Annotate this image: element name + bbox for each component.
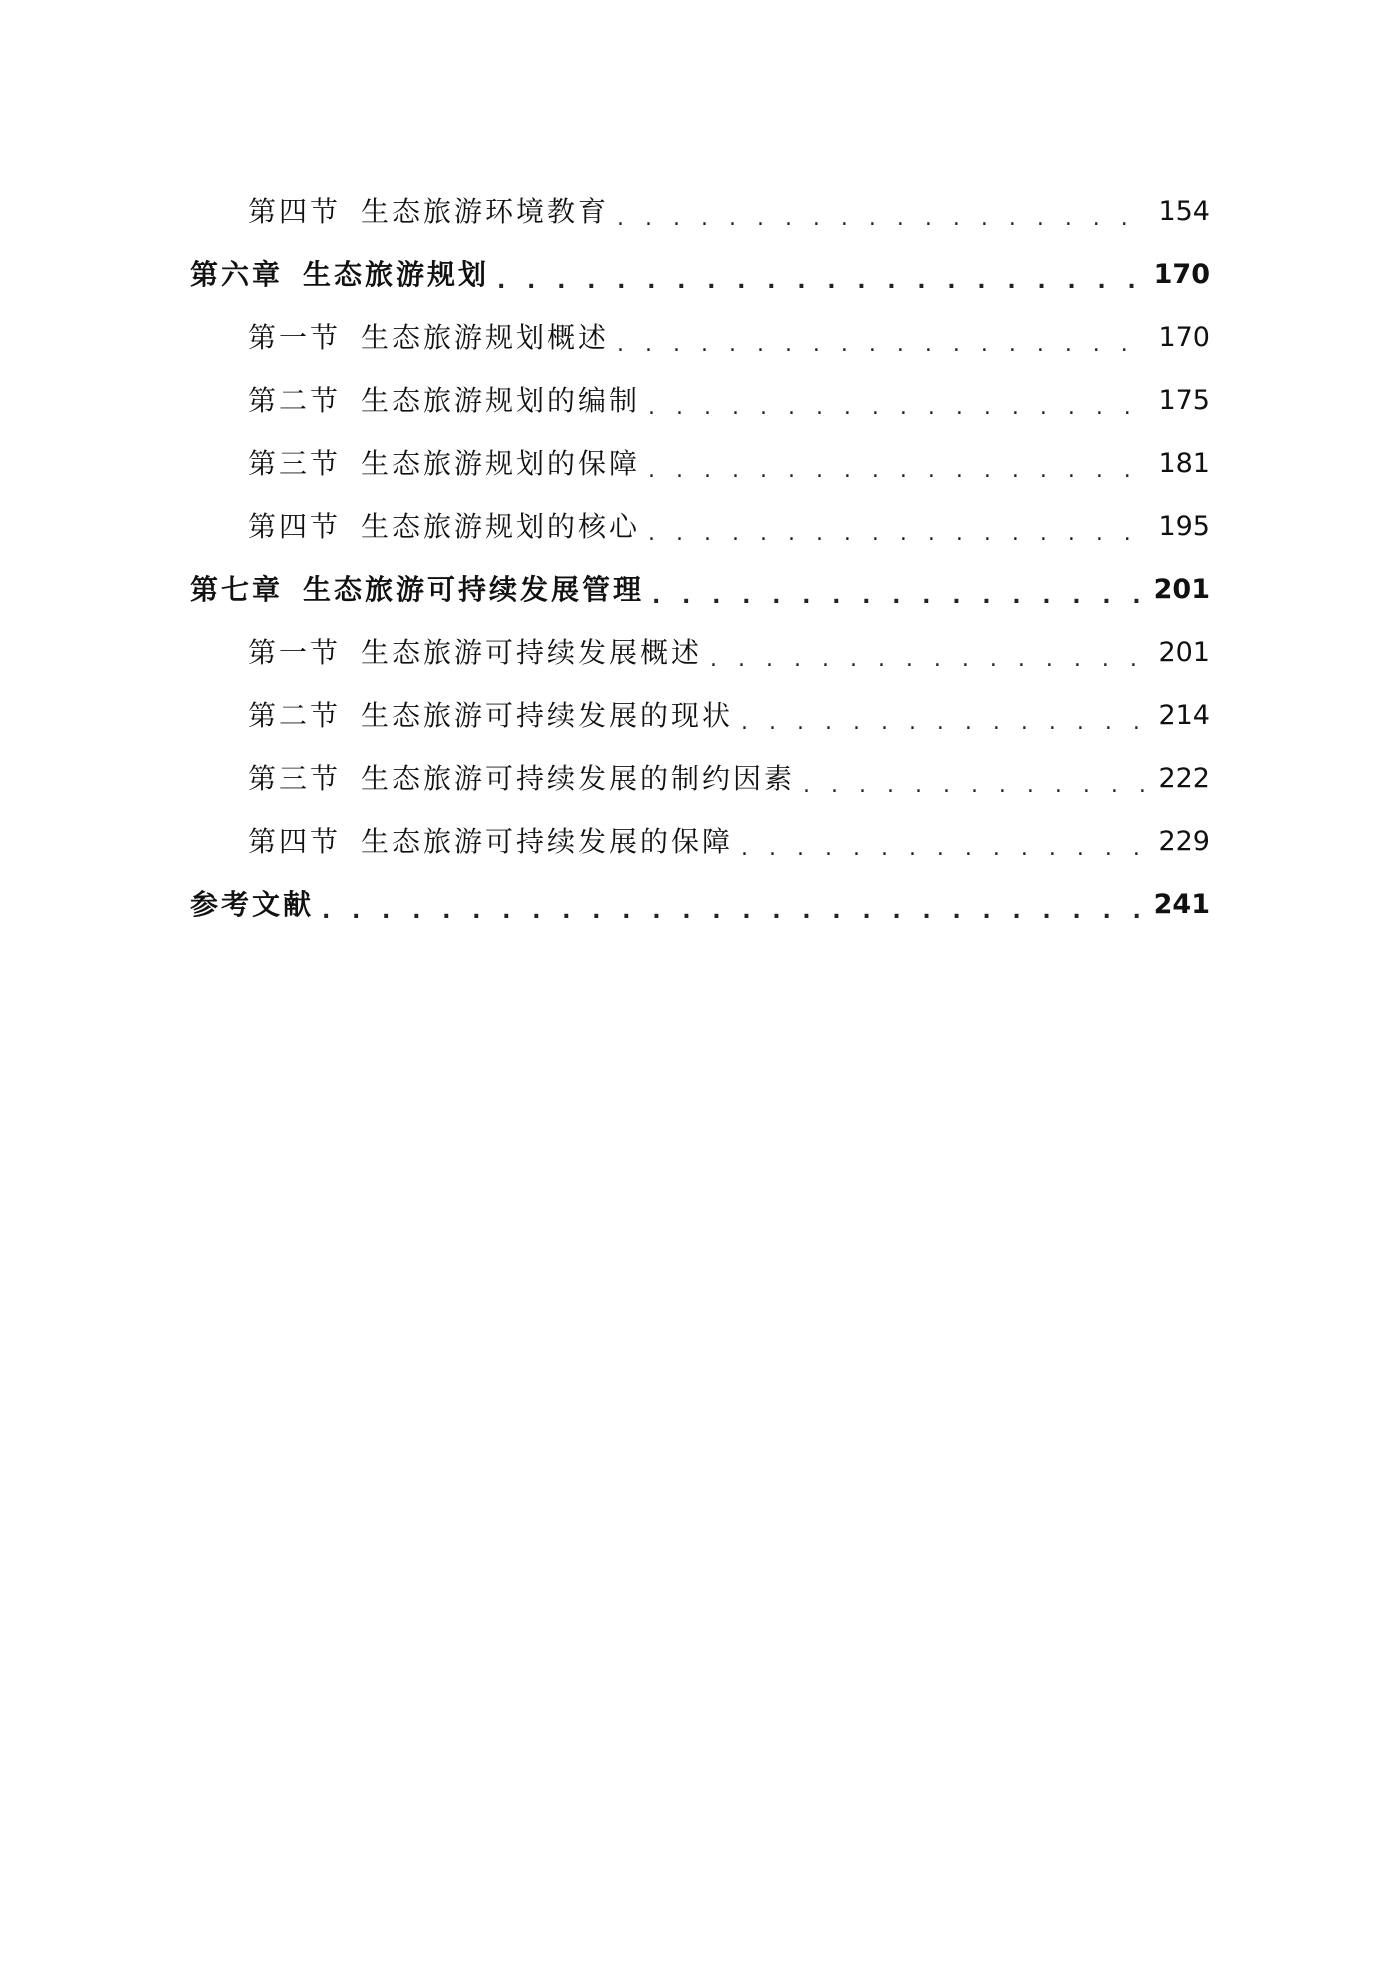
toc-leader-dots [710,636,1150,684]
toc-entry-number: 第七章 [190,573,284,606]
toc-entry-references[interactable] [190,873,1210,936]
toc-entry-chapter[interactable] [190,243,1210,306]
toc-leader-dots [497,258,1146,306]
toc-page-number: 201 [1153,574,1210,605]
toc-leader-dots [741,825,1150,873]
toc-entry-section[interactable] [190,306,1210,369]
toc-leader-dots [617,195,1150,243]
toc-entry-number: 第四节 [248,825,342,858]
toc-entry-title [190,243,489,306]
toc-leader-dots [648,447,1150,495]
toc-entry-number: 第一节 [248,636,342,669]
toc-leader-dots [617,321,1150,369]
toc-entry-text: 生态旅游规划的核心 [361,510,641,543]
toc-entry-text: 生态旅游规划概述 [361,321,610,354]
toc-leader-dots [322,888,1146,936]
toc-entry-text: 生态旅游可持续发展管理 [303,573,645,606]
toc-entry-section[interactable] [190,369,1210,432]
toc-entry-section[interactable] [190,747,1210,810]
toc-page-number: 222 [1158,763,1210,794]
toc-entry-text: 生态旅游规划 [303,258,490,291]
toc-entry-number: 第一节 [248,321,342,354]
toc-entry-section[interactable] [190,684,1210,747]
toc-entry-title [248,684,733,747]
toc-entry-number: 第三节 [248,447,342,480]
toc-entry-section[interactable] [190,621,1210,684]
toc-entry-section[interactable] [190,432,1210,495]
toc-entry-title [190,873,314,936]
toc-entry-number: 第二节 [248,384,342,417]
toc-entry-text: 生态旅游可持续发展概述 [361,636,703,669]
toc-entry-number: 第二节 [248,699,342,732]
toc-page-number: 170 [1153,259,1210,290]
toc-entry-title [248,810,733,873]
toc-entry-title [248,306,609,369]
toc-entry-chapter[interactable] [190,558,1210,621]
toc-entry-title [248,495,640,558]
toc-leader-dots [648,510,1150,558]
toc-entry-number: 第四节 [248,195,342,228]
toc-entry-text: 生态旅游可持续发展的现状 [361,699,734,732]
toc-entry-text: 生态旅游环境教育 [361,195,610,228]
toc-page-number: 181 [1158,448,1210,479]
toc-entry-text: 生态旅游规划的保障 [361,447,641,480]
toc-entry-section[interactable] [190,495,1210,558]
toc-entry-title [248,369,640,432]
toc-entry-section[interactable] [190,180,1210,243]
toc-page-number: 175 [1158,385,1210,416]
toc-page-number: 201 [1158,637,1210,668]
toc-entry-text: 生态旅游可持续发展的制约因素 [361,762,796,795]
toc-page-number: 154 [1158,196,1210,227]
toc-leader-dots [648,384,1150,432]
toc-entry-section[interactable] [190,810,1210,873]
table-of-contents [190,180,1210,936]
toc-entry-text: 生态旅游可持续发展的保障 [361,825,734,858]
toc-leader-dots [652,573,1146,621]
toc-entry-title [248,432,640,495]
toc-entry-title [190,558,644,621]
toc-page-number: 229 [1158,826,1210,857]
toc-page-number: 241 [1153,889,1210,920]
toc-page-number: 170 [1158,322,1210,353]
toc-entry-title [248,621,702,684]
toc-page-number: 214 [1158,700,1210,731]
toc-entry-number: 第六章 [190,258,284,291]
toc-page-number: 195 [1158,511,1210,542]
toc-entry-number: 第三节 [248,762,342,795]
toc-entry-text: 生态旅游规划的编制 [361,384,641,417]
toc-leader-dots [741,699,1150,747]
toc-entry-text: 参考文献 [190,888,315,921]
toc-leader-dots [803,762,1150,810]
toc-entry-number: 第四节 [248,510,342,543]
toc-entry-title [248,180,609,243]
toc-entry-title [248,747,795,810]
